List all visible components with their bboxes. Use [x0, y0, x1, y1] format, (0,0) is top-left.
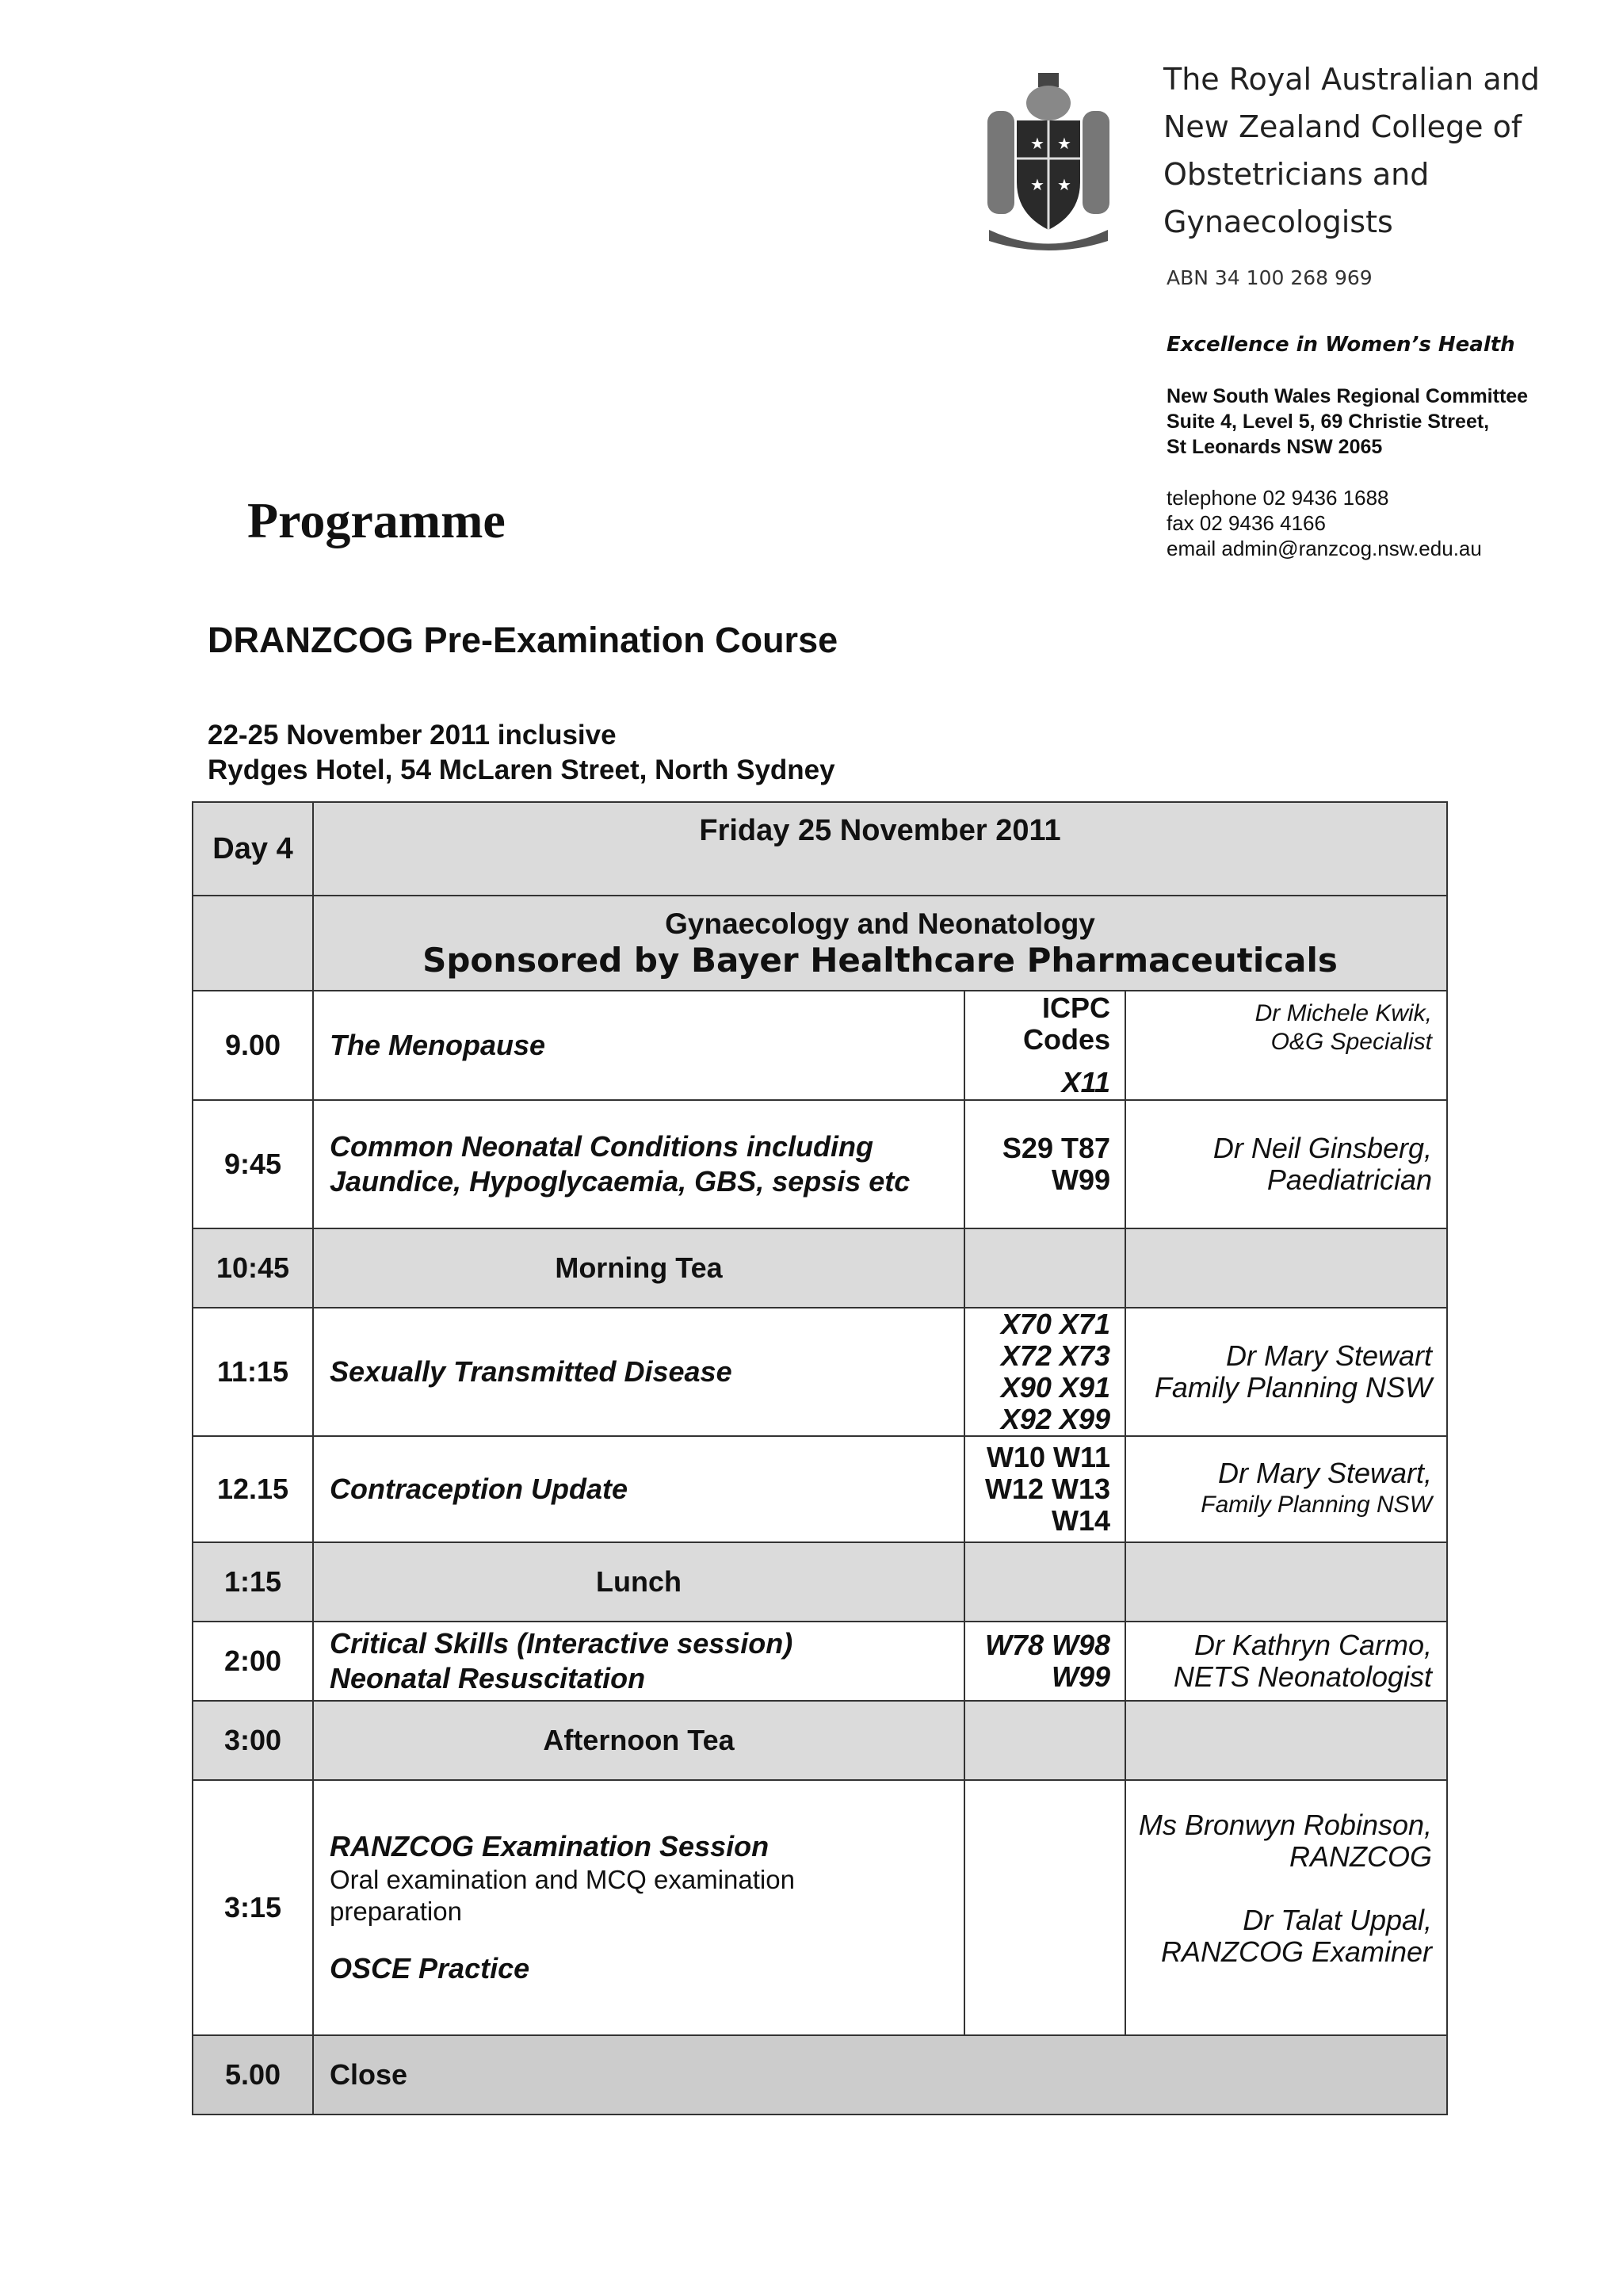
table-row [193, 991, 1447, 1100]
speaker-line: Dr Mary Stewart [1225, 1339, 1433, 1372]
session-time: 9.00 [193, 991, 313, 1100]
svg-text:★: ★ [1030, 175, 1044, 194]
speaker-line: Dr Neil Ginsberg, [1212, 1132, 1433, 1164]
table-row-break [193, 1228, 1447, 1308]
code: X11 [1061, 1066, 1110, 1098]
code: X72 X73 [1000, 1339, 1110, 1372]
address-line: St Leonards NSW 2065 [1167, 436, 1383, 458]
code: W14 [1051, 1504, 1110, 1537]
table-row [193, 1622, 1447, 1701]
page-heading: Programme [247, 492, 506, 548]
code: X70 X71 [1000, 1308, 1110, 1340]
speaker-line: Ms Bronwyn Robinson, [1138, 1809, 1433, 1841]
college-crest-logo [981, 71, 1116, 254]
speaker [1125, 1100, 1447, 1228]
table-row [193, 1436, 1447, 1542]
table-row-break [193, 1701, 1447, 1780]
icpc-codes [964, 991, 1125, 1100]
session-line: OSCE Practice [330, 1952, 530, 1985]
speaker-line: Family Planning NSW [1154, 1371, 1433, 1404]
theme-row [193, 896, 1447, 991]
session-line: Common Neonatal Conditions including [330, 1130, 873, 1163]
college-name-line: Gynaecologists [1163, 204, 1393, 239]
code: X92 X99 [1000, 1403, 1110, 1435]
tagline: Excellence in Women’s Health [1167, 333, 1515, 357]
session-line: RANZCOG Examination Session [330, 1830, 769, 1862]
day-label: Day 4 [193, 802, 313, 896]
speaker-line: Family Planning NSW [1201, 1492, 1433, 1518]
session-time: 3:00 [193, 1701, 313, 1780]
contact-details [1167, 485, 1482, 561]
empty-cell [1125, 1701, 1447, 1780]
empty-cell [964, 1542, 1125, 1622]
session-line: Oral examination and MCQ examination [330, 1865, 795, 1894]
code: W10 W11 [986, 1441, 1110, 1473]
codes-header: Codes [1022, 1023, 1110, 1056]
session-title: Sexually Transmitted Disease [313, 1308, 964, 1436]
session-title: Contraception Update [313, 1436, 964, 1542]
session-line: preparation [330, 1897, 462, 1926]
speaker-line: Dr Mary Stewart, [1217, 1457, 1433, 1489]
college-name-line: The Royal Australian and [1163, 62, 1540, 97]
empty-cell [964, 1780, 1125, 2035]
empty-cell [193, 896, 313, 991]
code: S29 T87 [1002, 1132, 1110, 1164]
table-row [193, 1308, 1447, 1436]
speaker [1125, 991, 1447, 1100]
course-venue: Rydges Hotel, 54 McLaren Street, North Sydney [208, 755, 835, 785]
speaker-line: RANZCOG Examiner [1160, 1935, 1433, 1968]
session-title: The Menopause [313, 991, 964, 1100]
course-title: DRANZCOG Pre-Examination Course [208, 620, 838, 660]
speaker-line: Paediatrician [1266, 1163, 1433, 1196]
session-time: 12.15 [193, 1436, 313, 1542]
speaker-line: RANZCOG [1289, 1840, 1433, 1873]
theme-title: Gynaecology and Neonatology [665, 907, 1095, 940]
svg-text:★: ★ [1057, 134, 1071, 153]
codes-header: ICPC [1041, 991, 1110, 1024]
speaker-line: Dr Kathryn Carmo, [1193, 1629, 1433, 1661]
schedule-table [192, 801, 1448, 2115]
empty-cell [964, 1228, 1125, 1308]
telephone: telephone 02 9436 1688 [1167, 486, 1389, 510]
code: W12 W13 [984, 1473, 1110, 1505]
college-name-line: Obstetricians and [1163, 157, 1430, 192]
college-name-line: New Zealand College of [1163, 109, 1522, 144]
session-time: 1:15 [193, 1542, 313, 1622]
speaker [1125, 1308, 1447, 1436]
address-line: New South Wales Regional Committee [1167, 385, 1529, 407]
speaker-line: Dr Michele Kwik, [1254, 1000, 1433, 1026]
abn-number: ABN 34 100 268 969 [1167, 266, 1373, 289]
session-line: Neonatal Resuscitation [330, 1662, 646, 1694]
break-label: Lunch [313, 1542, 964, 1622]
speaker [1125, 1436, 1447, 1542]
day-header-row [193, 802, 1447, 896]
session-title [313, 1622, 964, 1701]
code: W99 [1051, 1660, 1110, 1693]
icpc-codes [964, 1436, 1125, 1542]
table-row-close [193, 2035, 1447, 2115]
empty-cell [1125, 1542, 1447, 1622]
session-title [313, 1100, 964, 1228]
close-label: Close [313, 2035, 1447, 2115]
sponsor-line: Sponsored by Bayer Healthcare Pharmaceuticals [422, 940, 1338, 980]
session-time: 10:45 [193, 1228, 313, 1308]
code: W78 W98 [984, 1629, 1110, 1661]
theme-cell [313, 896, 1447, 991]
code: W99 [1051, 1163, 1110, 1196]
table-row [193, 1100, 1447, 1228]
speaker-line: NETS Neonatologist [1173, 1660, 1433, 1693]
session-time: 5.00 [193, 2035, 313, 2115]
svg-text:★: ★ [1030, 134, 1044, 153]
address-line: Suite 4, Level 5, 69 Christie Street, [1167, 411, 1490, 433]
session-line: Critical Skills (Interactive session) [330, 1627, 793, 1660]
empty-cell [964, 1701, 1125, 1780]
table-row-break [193, 1542, 1447, 1622]
break-label: Morning Tea [313, 1228, 964, 1308]
session-time: 11:15 [193, 1308, 313, 1436]
speaker [1125, 1780, 1447, 2035]
fax: fax 02 9436 4166 [1167, 511, 1326, 535]
code: X90 X91 [1000, 1371, 1110, 1404]
speaker-line: O&G Specialist [1270, 1029, 1433, 1055]
icpc-codes [964, 1622, 1125, 1701]
speaker [1125, 1622, 1447, 1701]
table-row [193, 1780, 1447, 2035]
committee-address [1167, 384, 1528, 460]
session-time: 9:45 [193, 1100, 313, 1228]
course-info [208, 718, 835, 788]
email: email admin@ranzcog.nsw.edu.au [1167, 537, 1482, 560]
college-name [1163, 55, 1591, 246]
session-line: Jaundice, Hypoglycaemia, GBS, sepsis etc [330, 1165, 911, 1198]
empty-cell [1125, 1228, 1447, 1308]
day-date: Friday 25 November 2011 [313, 802, 1447, 896]
session-time: 2:00 [193, 1622, 313, 1701]
session-time: 3:15 [193, 1780, 313, 2035]
icpc-codes [964, 1100, 1125, 1228]
session-title [313, 1780, 964, 2035]
speaker-line: Dr Talat Uppal, [1243, 1904, 1433, 1936]
icpc-codes [964, 1308, 1125, 1436]
break-label: Afternoon Tea [313, 1701, 964, 1780]
course-dates: 22-25 November 2011 inclusive [208, 720, 617, 751]
svg-text:★: ★ [1057, 175, 1071, 194]
